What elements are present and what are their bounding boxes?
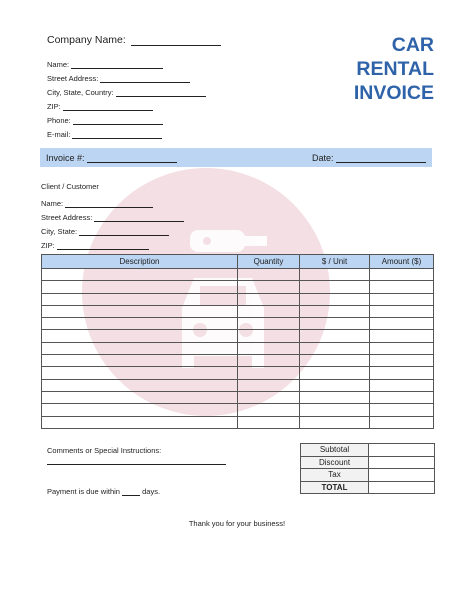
amount-cell[interactable]: [370, 379, 434, 391]
description-cell[interactable]: [42, 342, 238, 354]
tax-label: Tax: [301, 469, 369, 482]
amount-cell[interactable]: [370, 367, 434, 379]
title-line-2: RENTAL: [356, 58, 434, 80]
totals-row: [301, 456, 435, 469]
client-zip-input[interactable]: [57, 238, 149, 250]
company-name-input[interactable]: [71, 57, 163, 69]
company-field-zip: [47, 99, 153, 111]
company-email-input[interactable]: [72, 127, 162, 139]
table-row: [42, 293, 434, 305]
company-field-label: Phone:: [47, 116, 71, 125]
description-cell[interactable]: [42, 330, 238, 342]
total-label: TOTAL: [301, 481, 369, 494]
client-field-zip: [41, 238, 149, 250]
client-field-label: City, State:: [41, 227, 78, 236]
description-cell[interactable]: [42, 269, 238, 281]
amount-cell[interactable]: [370, 342, 434, 354]
line-items-table: [41, 254, 434, 429]
company-name-label: Company Name:: [47, 34, 126, 46]
discount-value[interactable]: [369, 456, 435, 469]
header-description: Description: [42, 255, 238, 269]
amount-cell[interactable]: [370, 330, 434, 342]
quantity-cell[interactable]: [238, 416, 300, 428]
discount-label: Discount: [301, 456, 369, 469]
description-cell[interactable]: [42, 391, 238, 403]
description-cell[interactable]: [42, 404, 238, 416]
amount-cell[interactable]: [370, 318, 434, 330]
quantity-cell[interactable]: [238, 355, 300, 367]
date-label: Date:: [312, 153, 334, 163]
unit-price-cell[interactable]: [300, 367, 370, 379]
company-field-label: ZIP:: [47, 102, 61, 111]
quantity-cell[interactable]: [238, 342, 300, 354]
company-field-name: [47, 57, 163, 69]
company-field-label: Street Address:: [47, 74, 99, 83]
description-cell[interactable]: [42, 355, 238, 367]
table-row: [42, 355, 434, 367]
tax-value[interactable]: [369, 469, 435, 482]
client-street-input[interactable]: [94, 210, 184, 222]
description-cell[interactable]: [42, 281, 238, 293]
company-phone-input[interactable]: [73, 113, 163, 125]
company-name-row: [47, 34, 221, 46]
total-value[interactable]: [369, 481, 435, 494]
comments-input[interactable]: [47, 455, 226, 465]
table-row: [42, 318, 434, 330]
description-cell[interactable]: [42, 293, 238, 305]
comments-label: Comments or Special Instructions:: [47, 446, 162, 455]
client-field-label: Street Address:: [41, 213, 93, 222]
invoice-bar: [40, 148, 432, 167]
table-row: [42, 391, 434, 403]
amount-cell[interactable]: [370, 269, 434, 281]
company-field-phone: [47, 113, 163, 125]
client-field-city: [41, 224, 169, 236]
description-cell[interactable]: [42, 379, 238, 391]
payment-prefix: Payment is due within: [47, 487, 120, 496]
invoice-number-input[interactable]: [87, 152, 177, 163]
client-field-street: [41, 210, 184, 222]
amount-cell[interactable]: [370, 293, 434, 305]
table-row: [42, 416, 434, 428]
client-field-label: Name:: [41, 199, 64, 208]
quantity-cell[interactable]: [238, 305, 300, 317]
table-row: [42, 404, 434, 416]
quantity-cell[interactable]: [238, 318, 300, 330]
unit-price-cell[interactable]: [300, 379, 370, 391]
client-name-input[interactable]: [65, 196, 153, 208]
payment-days-input[interactable]: [122, 486, 140, 496]
company-zip-input[interactable]: [63, 99, 153, 111]
table-row: [42, 281, 434, 293]
unit-price-cell[interactable]: [300, 342, 370, 354]
header-unit-price: $ / Unit: [300, 255, 370, 269]
unit-price-cell[interactable]: [300, 269, 370, 281]
amount-cell[interactable]: [370, 281, 434, 293]
unit-price-cell[interactable]: [300, 391, 370, 403]
date-row: [312, 152, 426, 163]
quantity-cell[interactable]: [238, 269, 300, 281]
amount-cell[interactable]: [370, 391, 434, 403]
subtotal-value[interactable]: [369, 444, 435, 457]
table-header-row: [42, 255, 434, 269]
quantity-cell[interactable]: [238, 379, 300, 391]
title-line-1: CAR: [391, 34, 434, 56]
quantity-cell[interactable]: [238, 330, 300, 342]
totals-table: [300, 443, 435, 494]
description-cell[interactable]: [42, 416, 238, 428]
header-amount: Amount ($): [370, 255, 434, 269]
company-field-street: [47, 71, 190, 83]
unit-price-cell[interactable]: [300, 318, 370, 330]
quantity-cell[interactable]: [238, 404, 300, 416]
header-quantity: Quantity: [238, 255, 300, 269]
company-field-label: E-mail:: [47, 130, 71, 139]
totals-row: [301, 469, 435, 482]
totals-row: [301, 444, 435, 457]
thank-you-footer: Thank you for your business!: [188, 519, 286, 528]
invoice-number-row: [46, 152, 177, 163]
table-row: [42, 269, 434, 281]
quantity-cell[interactable]: [238, 391, 300, 403]
payment-terms: [47, 486, 160, 496]
amount-cell[interactable]: [370, 416, 434, 428]
unit-price-cell[interactable]: [300, 416, 370, 428]
company-city-input[interactable]: [116, 85, 206, 97]
quantity-cell[interactable]: [238, 367, 300, 379]
unit-price-cell[interactable]: [300, 281, 370, 293]
amount-cell[interactable]: [370, 404, 434, 416]
company-field-city: [47, 85, 206, 97]
description-cell[interactable]: [42, 367, 238, 379]
client-heading: Client / Customer: [41, 182, 99, 191]
unit-price-cell[interactable]: [300, 355, 370, 367]
company-field-email: [47, 127, 162, 139]
client-city-input[interactable]: [79, 224, 169, 236]
payment-suffix: days.: [142, 487, 161, 496]
unit-price-cell[interactable]: [300, 330, 370, 342]
description-cell[interactable]: [42, 305, 238, 317]
company-field-label: City, State, Country:: [47, 88, 114, 97]
quantity-cell[interactable]: [238, 293, 300, 305]
table-row: [42, 367, 434, 379]
unit-price-cell[interactable]: [300, 293, 370, 305]
unit-price-cell[interactable]: [300, 305, 370, 317]
company-name-field[interactable]: [131, 34, 221, 46]
amount-cell[interactable]: [370, 305, 434, 317]
title-line-3: INVOICE: [353, 82, 434, 104]
subtotal-label: Subtotal: [301, 444, 369, 457]
table-row: [42, 330, 434, 342]
description-cell[interactable]: [42, 318, 238, 330]
table-row: [42, 342, 434, 354]
amount-cell[interactable]: [370, 355, 434, 367]
company-street-input[interactable]: [100, 71, 190, 83]
invoice-number-label: Invoice #:: [46, 153, 85, 163]
table-row: [42, 305, 434, 317]
table-row: [42, 379, 434, 391]
client-field-name: [41, 196, 153, 208]
company-field-label: Name:: [47, 60, 70, 69]
line-items-body: [42, 269, 434, 429]
unit-price-cell[interactable]: [300, 404, 370, 416]
quantity-cell[interactable]: [238, 281, 300, 293]
totals-row: [301, 481, 435, 494]
client-field-label: ZIP:: [41, 241, 55, 250]
date-input[interactable]: [336, 152, 426, 163]
